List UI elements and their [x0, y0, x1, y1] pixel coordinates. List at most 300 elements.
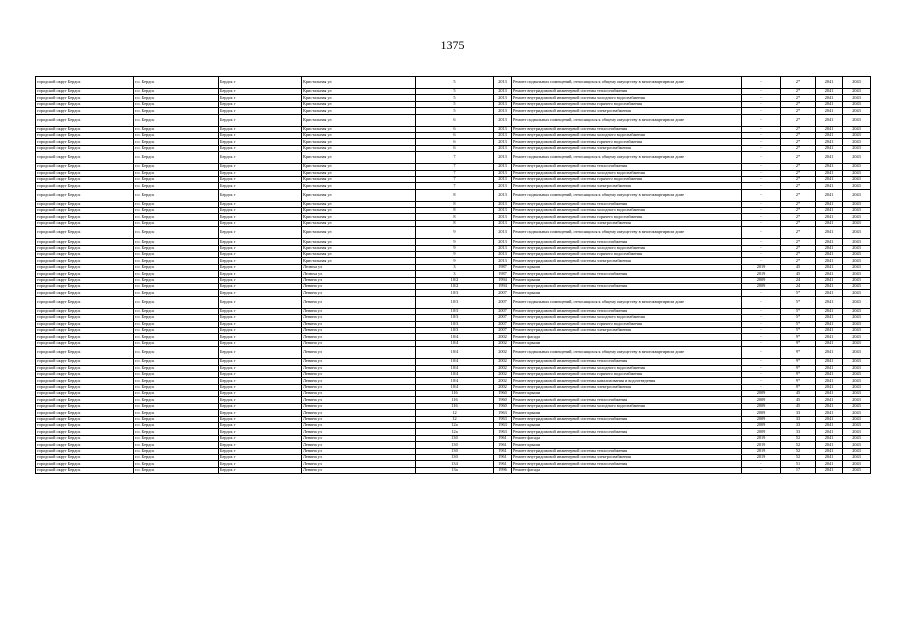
cell-work-type: Ремонт подвальных помещений, относящихся к общему имуществу в многоквартирном доме — [512, 114, 742, 126]
cell-locality: Бердск г — [219, 308, 302, 314]
cell-house: 130 — [416, 435, 494, 441]
cell-start-year: 2041 — [816, 95, 843, 101]
cell-start-year: 2041 — [816, 359, 843, 365]
cell-min-year: - — [742, 461, 781, 467]
cell-built-year: 2013 — [494, 189, 512, 201]
cell-settlement: г.о. Бердск — [134, 296, 219, 308]
cell-min-year: - — [742, 227, 781, 239]
cell-house: 10/3 — [416, 321, 494, 327]
cell-end-year: 2043 — [843, 245, 871, 251]
cell-settlement: г.о. Бердск — [134, 448, 219, 454]
cell-street: Кристальная ул — [302, 239, 416, 245]
cell-end-year: 2043 — [843, 101, 871, 107]
cell-built-year: 2007 — [494, 321, 512, 327]
cell-built-year: 2007 — [494, 315, 512, 321]
cell-min-year: - — [742, 201, 781, 207]
cell-min-year: - — [742, 220, 781, 226]
cell-settlement: г.о. Бердск — [134, 170, 219, 176]
cell-start-year: 2041 — [816, 327, 843, 333]
cell-end-year: 2043 — [843, 139, 871, 145]
cell-start-year: 2041 — [816, 391, 843, 397]
cell-end-year: 2043 — [843, 114, 871, 126]
cell-street: Ленина ул — [302, 467, 416, 473]
cell-built-year: 1963 — [494, 423, 512, 429]
cell-work-type: Ремонт внутридомовой инженерной системы теплоснабжения — [512, 126, 742, 132]
cell-locality: Бердск г — [219, 220, 302, 226]
cell-work-type: Ремонт крыши — [512, 290, 742, 296]
cell-end-year: 2043 — [843, 384, 871, 390]
cell-built-year: 2013 — [494, 239, 512, 245]
cell-municipality: городской округ Бердск — [36, 101, 134, 107]
cell-locality: Бердск г — [219, 101, 302, 107]
cell-work-type: Ремонт подвальных помещений, относящихся к общему имуществу в многоквартирном доме — [512, 347, 742, 359]
cell-ceiling: 2* — [781, 214, 816, 220]
cell-min-year: 2019 — [742, 454, 781, 460]
cell-locality: Бердск г — [219, 189, 302, 201]
cell-min-year: - — [742, 152, 781, 164]
cell-locality: Бердск г — [219, 365, 302, 371]
cell-min-year: - — [742, 347, 781, 359]
cell-house: 9 — [416, 245, 494, 251]
cell-settlement: г.о. Бердск — [134, 391, 219, 397]
cell-built-year: 2002 — [494, 347, 512, 359]
cell-house: 3 — [416, 271, 494, 277]
cell-built-year: 1996 — [494, 467, 512, 473]
cell-min-year: 2009 — [742, 283, 781, 289]
cell-ceiling: 2* — [781, 245, 816, 251]
cell-locality: Бердск г — [219, 321, 302, 327]
cell-built-year: 2013 — [494, 252, 512, 258]
cell-ceiling: 52 — [781, 448, 816, 454]
cell-start-year: 2041 — [816, 227, 843, 239]
cell-end-year: 2043 — [843, 454, 871, 460]
cell-house: 13а — [416, 467, 494, 473]
cell-house: 130 — [416, 442, 494, 448]
cell-street: Ленина ул — [302, 448, 416, 454]
cell-locality: Бердск г — [219, 252, 302, 258]
cell-street: Кристальная ул — [302, 214, 416, 220]
cell-start-year: 2041 — [816, 239, 843, 245]
cell-built-year: 2013 — [494, 89, 512, 95]
cell-ceiling: 2* — [781, 77, 816, 89]
cell-min-year: - — [742, 365, 781, 371]
cell-end-year: 2043 — [843, 176, 871, 182]
cell-locality: Бердск г — [219, 290, 302, 296]
cell-built-year: 2002 — [494, 378, 512, 384]
cell-min-year: 2009 — [742, 410, 781, 416]
cell-end-year: 2043 — [843, 410, 871, 416]
cell-house: 134 — [416, 461, 494, 467]
cell-built-year: 2013 — [494, 77, 512, 89]
cell-municipality: городской округ Бердск — [36, 108, 134, 114]
cell-settlement: г.о. Бердск — [134, 290, 219, 296]
cell-ceiling: 33 — [781, 416, 816, 422]
cell-settlement: г.о. Бердск — [134, 252, 219, 258]
cell-ceiling: 45 — [781, 403, 816, 409]
cell-built-year: 1963 — [494, 410, 512, 416]
cell-ceiling: 5* — [781, 327, 816, 333]
cell-street: Кристальная ул — [302, 176, 416, 182]
cell-locality: Бердск г — [219, 315, 302, 321]
cell-min-year: - — [742, 126, 781, 132]
cell-built-year: 1987 — [494, 271, 512, 277]
cell-locality: Бердск г — [219, 132, 302, 138]
cell-municipality: городской округ Бердск — [36, 95, 134, 101]
cell-start-year: 2041 — [816, 423, 843, 429]
cell-work-type: Ремонт фасада — [512, 435, 742, 441]
cell-house: 8 — [416, 189, 494, 201]
cell-work-type: Ремонт фасада — [512, 334, 742, 340]
cell-end-year: 2043 — [843, 126, 871, 132]
cell-house: 8 — [416, 214, 494, 220]
cell-start-year: 2041 — [816, 454, 843, 460]
cell-ceiling: 45 — [781, 397, 816, 403]
cell-work-type: Ремонт внутридомовой инженерной системы теплоснабжения — [512, 448, 742, 454]
cell-end-year: 2043 — [843, 183, 871, 189]
cell-municipality: городской округ Бердск — [36, 201, 134, 207]
cell-end-year: 2043 — [843, 277, 871, 283]
cell-start-year: 2041 — [816, 132, 843, 138]
cell-built-year: 1994 — [494, 283, 512, 289]
cell-end-year: 2043 — [843, 189, 871, 201]
cell-ceiling: 9* — [781, 365, 816, 371]
cell-start-year: 2041 — [816, 334, 843, 340]
cell-end-year: 2043 — [843, 77, 871, 89]
cell-min-year: - — [742, 77, 781, 89]
cell-built-year: 2002 — [494, 359, 512, 365]
cell-end-year: 2043 — [843, 258, 871, 264]
cell-locality: Бердск г — [219, 145, 302, 151]
cell-municipality: городской округ Бердск — [36, 252, 134, 258]
cell-end-year: 2043 — [843, 170, 871, 176]
cell-built-year: 2013 — [494, 208, 512, 214]
cell-settlement: г.о. Бердск — [134, 126, 219, 132]
cell-settlement: г.о. Бердск — [134, 410, 219, 416]
cell-built-year: 2013 — [494, 164, 512, 170]
cell-end-year: 2043 — [843, 327, 871, 333]
cell-work-type: Ремонт крыши — [512, 423, 742, 429]
cell-street: Ленина ул — [302, 371, 416, 377]
cell-min-year: - — [742, 371, 781, 377]
cell-house: 7 — [416, 183, 494, 189]
cell-house: 10/2 — [416, 277, 494, 283]
cell-built-year: 2002 — [494, 384, 512, 390]
cell-house: 5 — [416, 108, 494, 114]
cell-built-year: 2013 — [494, 201, 512, 207]
cell-settlement: г.о. Бердск — [134, 461, 219, 467]
cell-street: Лелюха ул — [302, 271, 416, 277]
cell-street: Ленина ул — [302, 365, 416, 371]
cell-locality: Бердск г — [219, 384, 302, 390]
cell-ceiling: 2* — [781, 145, 816, 151]
cell-work-type: Ремонт внутридомовой инженерной системы холодного водоснабжения — [512, 403, 742, 409]
cell-house: 116 — [416, 403, 494, 409]
cell-street: Кристальная ул — [302, 89, 416, 95]
cell-municipality: городской округ Бердск — [36, 403, 134, 409]
cell-locality: Бердск г — [219, 176, 302, 182]
cell-start-year: 2041 — [816, 176, 843, 182]
cell-end-year: 2043 — [843, 290, 871, 296]
cell-ceiling: 24 — [781, 277, 816, 283]
cell-min-year: - — [742, 239, 781, 245]
cell-end-year: 2043 — [843, 308, 871, 314]
cell-built-year: 2013 — [494, 245, 512, 251]
cell-min-year: - — [742, 101, 781, 107]
cell-end-year: 2043 — [843, 283, 871, 289]
cell-street: Кристальная ул — [302, 145, 416, 151]
cell-min-year: 2009 — [742, 277, 781, 283]
cell-start-year: 2041 — [816, 271, 843, 277]
cell-end-year: 2043 — [843, 423, 871, 429]
cell-ceiling: 2* — [781, 139, 816, 145]
cell-start-year: 2041 — [816, 296, 843, 308]
cell-work-type: Ремонт крыши — [512, 410, 742, 416]
cell-min-year: - — [742, 89, 781, 95]
cell-start-year: 2041 — [816, 365, 843, 371]
cell-min-year: 2019 — [742, 435, 781, 441]
cell-street: Кристальная ул — [302, 139, 416, 145]
cell-municipality: городской округ Бердск — [36, 176, 134, 182]
cell-settlement: г.о. Бердск — [134, 77, 219, 89]
cell-house: 130 — [416, 448, 494, 454]
cell-locality: Бердск г — [219, 258, 302, 264]
cell-municipality: городской округ Бердск — [36, 461, 134, 467]
cell-end-year: 2043 — [843, 315, 871, 321]
cell-min-year: 2009 — [742, 416, 781, 422]
cell-work-type: Ремонт внутридомовой инженерной системы горячего водоснабжения — [512, 321, 742, 327]
cell-built-year: 1960 — [494, 391, 512, 397]
cell-min-year: 2019 — [742, 448, 781, 454]
cell-locality: Бердск г — [219, 108, 302, 114]
cell-ceiling: 9* — [781, 340, 816, 346]
cell-street: Кристальная ул — [302, 164, 416, 170]
cell-min-year: - — [742, 359, 781, 365]
cell-ceiling: 2* — [781, 227, 816, 239]
cell-ceiling: 2* — [781, 220, 816, 226]
cell-municipality: городской округ Бердск — [36, 277, 134, 283]
cell-house: 12 — [416, 416, 494, 422]
cell-work-type: Ремонт внутридомовой инженерной системы горячего водоснабжения — [512, 371, 742, 377]
cell-house: 5 — [416, 101, 494, 107]
cell-settlement: г.о. Бердск — [134, 340, 219, 346]
cell-work-type: Ремонт внутридомовой инженерной системы электроснабжения — [512, 220, 742, 226]
cell-municipality: городской округ Бердск — [36, 170, 134, 176]
cell-house: 6 — [416, 139, 494, 145]
cell-locality: Бердск г — [219, 114, 302, 126]
cell-house: 10/3 — [416, 315, 494, 321]
cell-municipality: городской округ Бердск — [36, 442, 134, 448]
cell-start-year: 2041 — [816, 264, 843, 270]
cell-end-year: 2043 — [843, 371, 871, 377]
cell-work-type: Ремонт крыши — [512, 391, 742, 397]
cell-min-year: - — [742, 189, 781, 201]
cell-house: 8 — [416, 201, 494, 207]
cell-ceiling: 2* — [781, 152, 816, 164]
cell-house: 10/4 — [416, 359, 494, 365]
cell-end-year: 2043 — [843, 340, 871, 346]
cell-min-year: - — [742, 170, 781, 176]
cell-end-year: 2043 — [843, 442, 871, 448]
cell-ceiling: 2* — [781, 132, 816, 138]
cell-municipality: городской округ Бердск — [36, 183, 134, 189]
cell-built-year: 2002 — [494, 340, 512, 346]
cell-end-year: 2043 — [843, 132, 871, 138]
cell-work-type: Ремонт внутридомовой инженерной системы горячего водоснабжения — [512, 252, 742, 258]
cell-municipality: городской округ Бердск — [36, 164, 134, 170]
cell-end-year: 2043 — [843, 467, 871, 473]
cell-settlement: г.о. Бердск — [134, 176, 219, 182]
cell-end-year: 2043 — [843, 252, 871, 258]
cell-min-year: - — [742, 183, 781, 189]
cell-municipality: городской округ Бердск — [36, 227, 134, 239]
cell-work-type: Ремонт внутридомовой инженерной системы электроснабжения — [512, 327, 742, 333]
cell-built-year: 1961 — [494, 461, 512, 467]
cell-ceiling: 52 — [781, 442, 816, 448]
cell-settlement: г.о. Бердск — [134, 308, 219, 314]
cell-municipality: городской округ Бердск — [36, 89, 134, 95]
cell-settlement: г.о. Бердск — [134, 145, 219, 151]
cell-start-year: 2041 — [816, 152, 843, 164]
cell-street: Кристальная ул — [302, 183, 416, 189]
cell-street: Кристальная ул — [302, 245, 416, 251]
cell-start-year: 2041 — [816, 108, 843, 114]
cell-municipality: городской округ Бердск — [36, 435, 134, 441]
cell-start-year: 2041 — [816, 340, 843, 346]
cell-municipality: городской округ Бердск — [36, 145, 134, 151]
cell-house: 7 — [416, 164, 494, 170]
cell-end-year: 2043 — [843, 95, 871, 101]
cell-locality: Бердск г — [219, 170, 302, 176]
cell-end-year: 2043 — [843, 296, 871, 308]
cell-ceiling: 2* — [781, 164, 816, 170]
cell-min-year: - — [742, 467, 781, 473]
cell-settlement: г.о. Бердск — [134, 208, 219, 214]
cell-house: 10/4 — [416, 365, 494, 371]
cell-ceiling: 9* — [781, 384, 816, 390]
cell-end-year: 2043 — [843, 321, 871, 327]
cell-work-type: Ремонт внутридомовой инженерной системы электроснабжения — [512, 145, 742, 151]
cell-settlement: г.о. Бердск — [134, 435, 219, 441]
cell-house: 7 — [416, 176, 494, 182]
cell-ceiling: 2* — [781, 208, 816, 214]
cell-municipality: городской округ Бердск — [36, 139, 134, 145]
cell-ceiling: 2* — [781, 114, 816, 126]
cell-settlement: г.о. Бердск — [134, 164, 219, 170]
cell-min-year: - — [742, 327, 781, 333]
cell-min-year: - — [742, 176, 781, 182]
cell-ceiling: 52 — [781, 454, 816, 460]
cell-end-year: 2043 — [843, 108, 871, 114]
cell-work-type: Ремонт внутридомовой инженерной системы теплоснабжения — [512, 201, 742, 207]
cell-street: Кристальная ул — [302, 258, 416, 264]
cell-work-type: Ремонт внутридомовой инженерной системы теплоснабжения — [512, 283, 742, 289]
cell-house: 7 — [416, 170, 494, 176]
cell-work-type: Ремонт внутридомовой инженерной системы теплоснабжения — [512, 359, 742, 365]
cell-ceiling: 9* — [781, 334, 816, 340]
cell-built-year: 2013 — [494, 183, 512, 189]
cell-work-type: Ремонт подвальных помещений, относящихся к общему имуществу в многоквартирном доме — [512, 296, 742, 308]
cell-work-type: Ремонт внутридомовой инженерной системы горячего водоснабжения — [512, 176, 742, 182]
cell-ceiling: 5* — [781, 321, 816, 327]
cell-built-year: 2013 — [494, 132, 512, 138]
cell-street: Ленина ул — [302, 435, 416, 441]
cell-work-type: Ремонт внутридомовой инженерной системы теплоснабжения — [512, 429, 742, 435]
cell-work-type: Ремонт внутридомовой инженерной системы электроснабжения — [512, 108, 742, 114]
cell-built-year: 1963 — [494, 429, 512, 435]
cell-street: Кристальная ул — [302, 132, 416, 138]
cell-street: Кристальная ул — [302, 101, 416, 107]
cell-ceiling: 45 — [781, 271, 816, 277]
cell-min-year: 2019 — [742, 442, 781, 448]
cell-start-year: 2041 — [816, 89, 843, 95]
cell-start-year: 2041 — [816, 308, 843, 314]
cell-locality: Бердск г — [219, 461, 302, 467]
cell-built-year: 2013 — [494, 126, 512, 132]
cell-built-year: 1961 — [494, 435, 512, 441]
cell-house: 9 — [416, 252, 494, 258]
cell-municipality: городской округ Бердск — [36, 220, 134, 226]
table-row — [36, 152, 871, 164]
cell-street: Кристальная ул — [302, 227, 416, 239]
cell-locality: Бердск г — [219, 391, 302, 397]
cell-start-year: 2041 — [816, 214, 843, 220]
cell-locality: Бердск г — [219, 277, 302, 283]
cell-start-year: 2041 — [816, 183, 843, 189]
cell-end-year: 2043 — [843, 214, 871, 220]
cell-street: Ленина ул — [302, 378, 416, 384]
cell-work-type: Ремонт крыши — [512, 264, 742, 270]
cell-min-year: - — [742, 208, 781, 214]
cell-start-year: 2041 — [816, 114, 843, 126]
cell-built-year: 2013 — [494, 145, 512, 151]
cell-house: 9 — [416, 227, 494, 239]
cell-street: Ленина ул — [302, 327, 416, 333]
cell-house: 12а — [416, 429, 494, 435]
cell-settlement: г.о. Бердск — [134, 403, 219, 409]
cell-house: 130 — [416, 454, 494, 460]
cell-work-type: Ремонт внутридомовой инженерной системы теплоснабжения — [512, 416, 742, 422]
cell-start-year: 2041 — [816, 77, 843, 89]
cell-start-year: 2041 — [816, 139, 843, 145]
cell-start-year: 2041 — [816, 283, 843, 289]
cell-start-year: 2041 — [816, 258, 843, 264]
cell-municipality: городской округ Бердск — [36, 334, 134, 340]
cell-settlement: г.о. Бердск — [134, 277, 219, 283]
cell-ceiling: 2* — [781, 239, 816, 245]
cell-end-year: 2043 — [843, 365, 871, 371]
cell-settlement: г.о. Бердск — [134, 423, 219, 429]
cell-work-type: Ремонт крыши — [512, 340, 742, 346]
cell-settlement: г.о. Бердск — [134, 467, 219, 473]
cell-locality: Бердск г — [219, 334, 302, 340]
cell-work-type: Ремонт внутридомовой инженерной системы холодного водоснабжения — [512, 95, 742, 101]
cell-locality: Бердск г — [219, 378, 302, 384]
cell-work-type: Ремонт подвальных помещений, относящихся к общему имуществу в многоквартирном доме — [512, 77, 742, 89]
cell-street: Кристальная ул — [302, 95, 416, 101]
cell-house: 7 — [416, 152, 494, 164]
cell-municipality: городской округ Бердск — [36, 340, 134, 346]
cell-municipality: городской округ Бердск — [36, 283, 134, 289]
cell-locality: Бердск г — [219, 89, 302, 95]
cell-ceiling: 33 — [781, 429, 816, 435]
cell-min-year: - — [742, 290, 781, 296]
cell-min-year: - — [742, 321, 781, 327]
cell-end-year: 2043 — [843, 416, 871, 422]
cell-work-type: Ремонт внутридомовой инженерной системы холодного водоснабжения — [512, 315, 742, 321]
cell-built-year: 2013 — [494, 95, 512, 101]
cell-ceiling: 2* — [781, 258, 816, 264]
cell-end-year: 2043 — [843, 271, 871, 277]
